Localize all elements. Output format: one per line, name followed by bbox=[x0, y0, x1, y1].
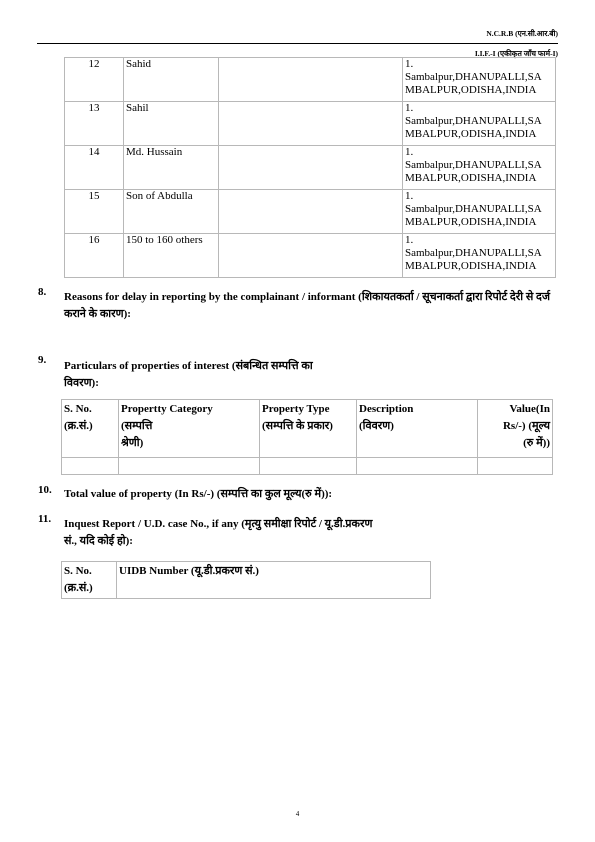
prop-header-type: Property Type (सम्पत्ति के प्रकार) bbox=[260, 400, 357, 458]
person-address: 1. Sambalpur,DHANUPALLI,SA MBALPUR,ODISHA,INDIA bbox=[403, 146, 556, 190]
prop-header-sno: S. No. (क्र.सं.) bbox=[62, 400, 119, 458]
person-blank bbox=[219, 58, 403, 102]
person-row bbox=[65, 234, 556, 278]
person-sno: 15 bbox=[65, 190, 124, 234]
header-rule bbox=[37, 43, 558, 44]
person-address: 1. Sambalpur,DHANUPALLI,SA MBALPUR,ODISHA,INDIA bbox=[403, 234, 556, 278]
person-address: 1. Sambalpur,DHANUPALLI,SA MBALPUR,ODISHA,INDIA bbox=[403, 190, 556, 234]
person-sno: 13 bbox=[65, 102, 124, 146]
person-row bbox=[65, 146, 556, 190]
person-name: Md. Hussain bbox=[124, 146, 219, 190]
person-address: 1. Sambalpur,DHANUPALLI,SA MBALPUR,ODISHA,INDIA bbox=[403, 102, 556, 146]
section-11-number: 11. bbox=[38, 513, 52, 525]
header-form-id: I.I.F.-I (एकीकृत जाँच फार्म-I) bbox=[474, 49, 558, 58]
properties-table bbox=[61, 399, 553, 475]
inquest-table bbox=[61, 561, 431, 599]
person-name: 150 to 160 others bbox=[124, 234, 219, 278]
prop-header-category: Propertty Category (सम्पत्ति श्रेणी) bbox=[119, 400, 260, 458]
person-blank bbox=[219, 190, 403, 234]
person-row bbox=[65, 58, 556, 102]
section-9-title-line2: विवरण): bbox=[64, 377, 99, 389]
section-11-title-line1: Inquest Report / U.D. case No., if any (मृत्यु समीक्षा रिपोर्ट / यू.डी.प्रकरण bbox=[64, 518, 373, 530]
person-blank bbox=[219, 146, 403, 190]
person-address: 1. Sambalpur,DHANUPALLI,SA MBALPUR,ODISHA,INDIA bbox=[403, 58, 556, 102]
prop-header-value: Value(In Rs/-) (मूल्य (रु में)) bbox=[478, 400, 553, 458]
section-8-number: 8. bbox=[38, 286, 47, 298]
inquest-header-row bbox=[62, 562, 431, 599]
prop-cell-sno bbox=[62, 458, 119, 475]
person-name: Son of Abdulla bbox=[124, 190, 219, 234]
section-11-title bbox=[64, 516, 524, 550]
section-11-title-line2: सं., यदि कोई हो): bbox=[64, 535, 133, 547]
section-10-number: 10. bbox=[38, 484, 52, 496]
prop-cell-value bbox=[478, 458, 553, 475]
persons-table bbox=[64, 57, 556, 278]
properties-empty-row bbox=[62, 458, 553, 475]
prop-cell-category bbox=[119, 458, 260, 475]
page-number: 4 bbox=[295, 810, 300, 818]
section-10-text: Total value of property (In Rs/-) (सम्पत्ति का कुल मूल्य(रु में)): bbox=[64, 488, 333, 500]
header-org: N.C.R.B (एन.सी.आर.बी) bbox=[486, 29, 558, 38]
person-sno: 16 bbox=[65, 234, 124, 278]
person-row bbox=[65, 102, 556, 146]
properties-header-row bbox=[62, 400, 553, 458]
section-8-text: Reasons for delay in reporting by the complainant / informant (शिकायतकर्ता / सूचनाकर्ता द्वारा रिपोर्ट देरी से दर्ज कराने के कारण): bbox=[64, 291, 551, 320]
persons-table-body bbox=[65, 58, 556, 278]
section-9-title-line1: Particulars of properties of interest (संबन्धित सम्पत्ति का bbox=[64, 360, 313, 372]
person-blank bbox=[219, 234, 403, 278]
prop-cell-description bbox=[357, 458, 478, 475]
person-sno: 12 bbox=[65, 58, 124, 102]
inquest-header-uidb: UIDB Number (यू.डी.प्रकरण सं.) bbox=[117, 562, 431, 599]
inquest-header-sno: S. No. (क्र.सं.) bbox=[62, 562, 117, 599]
person-name: Sahil bbox=[124, 102, 219, 146]
person-blank bbox=[219, 102, 403, 146]
person-row bbox=[65, 190, 556, 234]
person-name: Sahid bbox=[124, 58, 219, 102]
prop-header-description: Description (विवरण) bbox=[357, 400, 478, 458]
section-9-title bbox=[64, 358, 444, 392]
prop-cell-type bbox=[260, 458, 357, 475]
section-9-number: 9. bbox=[38, 354, 47, 366]
person-sno: 14 bbox=[65, 146, 124, 190]
